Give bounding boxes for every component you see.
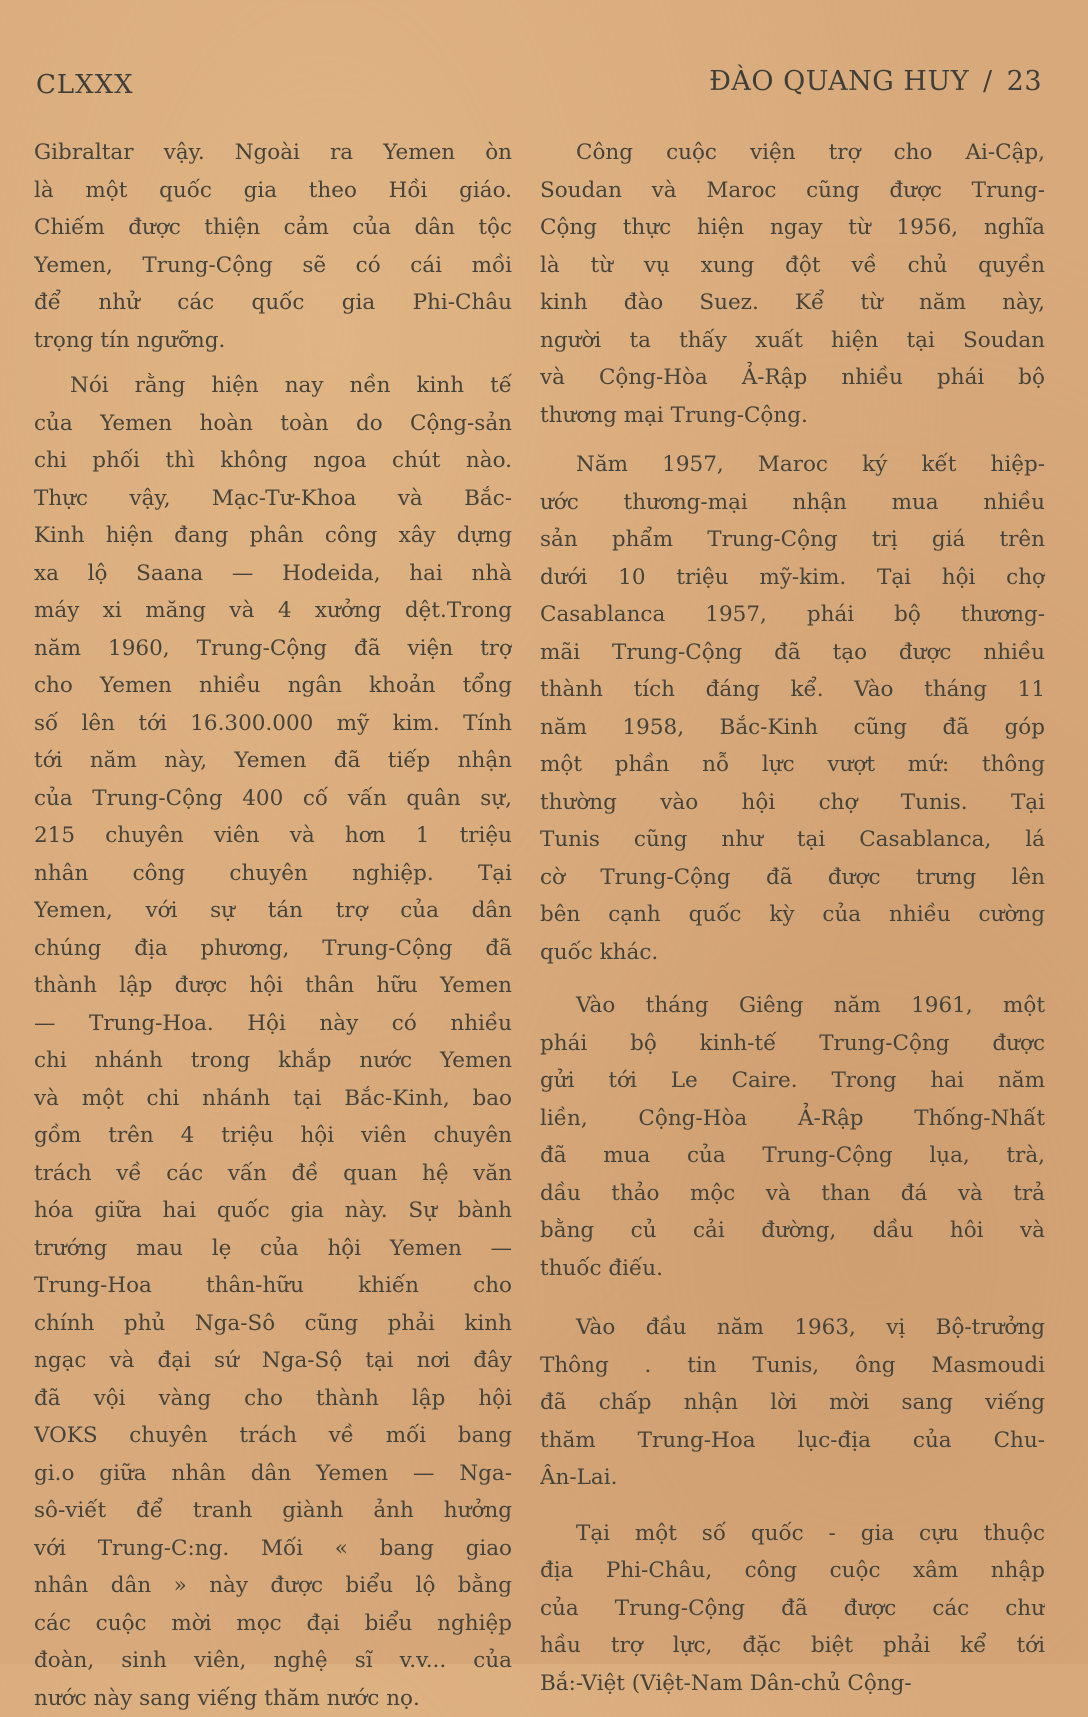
text-line: Yemen, Trung-Cộng sẽ có cái mồi — [34, 247, 512, 285]
text-line: hầu trợ lực, đặc biệt phải kể tới — [540, 1627, 1045, 1665]
right-column — [540, 134, 1045, 1702]
text-line: Chiếm được thiện cảm của dân tộc — [34, 209, 512, 247]
text-line: chúng địa phương, Trung-Cộng đã — [34, 930, 512, 968]
text-line: và một chi nhánh tại Bắc-Kinh, bao — [34, 1080, 512, 1118]
text-line: sản phẩm Trung-Cộng trị giá trên — [540, 521, 1045, 559]
text-line: chi nhánh trong khắp nước Yemen — [34, 1042, 512, 1080]
text-line: chính phủ Nga-Sô cũng phải kinh — [34, 1305, 512, 1343]
text-line: hóa giữa hai quốc gia này. Sự bành — [34, 1192, 512, 1230]
text-line: ngạc và đại sứ Nga-Sộ tại nơi đây — [34, 1342, 512, 1380]
text-line: bằng củ cải đường, dầu hôi và — [540, 1212, 1045, 1250]
text-line: là từ vụ xung đột về chủ quyền — [540, 247, 1045, 285]
paragraph — [540, 987, 1045, 1287]
text-line: nhân công chuyên nghiệp. Tại — [34, 855, 512, 893]
text-line: bên cạnh quốc kỳ của nhiều cường — [540, 896, 1045, 934]
text-line: xa lộ Saana — Hodeida, hai nhà — [34, 555, 512, 593]
text-line: dưới 10 triệu mỹ-kim. Tại hội chợ — [540, 559, 1045, 597]
text-line: nước này sang viếng thăm nước nọ. — [34, 1680, 512, 1717]
page-number: 23 — [1007, 66, 1042, 97]
text-line: nhân dân » này được biểu lộ bằng — [34, 1567, 512, 1605]
text-line: trọng tín ngưỡng. — [34, 322, 512, 360]
left-column — [34, 134, 512, 1717]
text-line: Tại một số quốc - gia cựu thuộc — [540, 1515, 1045, 1553]
text-line: Nói rằng hiện nay nền kinh tế — [34, 367, 512, 405]
text-line: của Trung-Cộng 400 cố vấn quân sự, — [34, 780, 512, 818]
text-line: thường vào hội chợ Tunis. Tại — [540, 784, 1045, 822]
text-line: cho Yemen nhiều ngân khoản tổng — [34, 667, 512, 705]
text-line: thành lập được hội thân hữu Yemen — [34, 967, 512, 1005]
text-line: Ân-Lai. — [540, 1459, 1045, 1497]
text-line: trách về các vấn đề quan hệ văn — [34, 1155, 512, 1193]
text-line: Trung-Hoa thân-hữu khiến cho — [34, 1267, 512, 1305]
header-separator: / — [983, 66, 993, 97]
text-line: Yemen, với sự tán trợ của dân — [34, 892, 512, 930]
text-line: chi phối thì không ngoa chút nào. — [34, 442, 512, 480]
text-line: Thực vậy, Mạc-Tư-Khoa và Bắc- — [34, 480, 512, 518]
text-line: cờ Trung-Cộng đã được trưng lên — [540, 859, 1045, 897]
text-line: Công cuộc viện trợ cho Ai-Cập, — [540, 134, 1045, 172]
text-line: VOKS chuyên trách về mối bang — [34, 1417, 512, 1455]
text-line: đã mua của Trung-Cộng lụa, trà, — [540, 1137, 1045, 1175]
text-line: Vào đầu năm 1963, vị Bộ-trưởng — [540, 1309, 1045, 1347]
text-line: thuốc điếu. — [540, 1250, 1045, 1288]
text-line: Gibraltar vậy. Ngoài ra Yemen òn — [34, 134, 512, 172]
text-line: Kinh hiện đang phân công xây dựng — [34, 517, 512, 555]
text-line: Casablanca 1957, phái bộ thương- — [540, 596, 1045, 634]
text-line: Tunis cũng như tại Casablanca, lá — [540, 821, 1045, 859]
running-header-right — [709, 66, 1042, 97]
text-line: đã vội vàng cho thành lập hội — [34, 1380, 512, 1418]
text-line: trướng mau lẹ của hội Yemen — — [34, 1230, 512, 1268]
text-line: mãi Trung-Cộng đã tạo được nhiều — [540, 634, 1045, 672]
text-line: để nhử các quốc gia Phi-Châu — [34, 284, 512, 322]
paragraph — [34, 134, 512, 359]
paragraph — [34, 367, 512, 1717]
text-line: và Cộng-Hòa Ả-Rập nhiều phái bộ — [540, 359, 1045, 397]
text-line: tới năm này, Yemen đã tiếp nhận — [34, 742, 512, 780]
text-line: Bắ:-Việt (Việt-Nam Dân-chủ Cộng- — [540, 1665, 1045, 1703]
text-line: Năm 1957, Maroc ký kết hiệp- — [540, 446, 1045, 484]
text-line: Soudan và Maroc cũng được Trung- — [540, 172, 1045, 210]
text-line: địa Phi-Châu, công cuộc xâm nhập — [540, 1552, 1045, 1590]
text-line: thành tích đáng kể. Vào tháng 11 — [540, 671, 1045, 709]
paragraph — [540, 1515, 1045, 1703]
paragraph — [540, 1309, 1045, 1497]
text-line: là một quốc gia theo Hồi giáo. — [34, 172, 512, 210]
paragraph — [540, 446, 1045, 971]
text-line: máy xi măng và 4 xưởng dệt.Trong — [34, 592, 512, 630]
text-line: số lên tới 16.300.000 mỹ kim. Tính — [34, 705, 512, 743]
text-line: gửi tới Le Caire. Trong hai năm — [540, 1062, 1045, 1100]
text-line: ước thương-mại nhận mua nhiều — [540, 484, 1045, 522]
text-line: của Trung-Cộng đã được các chư — [540, 1590, 1045, 1628]
text-line: Vào tháng Giêng năm 1961, một — [540, 987, 1045, 1025]
text-line: với Trung-C:ng. Mối « bang giao — [34, 1530, 512, 1568]
text-line: đoàn, sinh viên, nghệ sĩ v.v... của — [34, 1642, 512, 1680]
text-line: liền, Cộng-Hòa Ả-Rập Thống-Nhất — [540, 1100, 1045, 1138]
text-line: thăm Trung-Hoa lục-địa của Chu- — [540, 1422, 1045, 1460]
text-line: Cộng thực hiện ngay từ 1956, nghĩa — [540, 209, 1045, 247]
running-header-left: CLXXX — [36, 70, 134, 100]
text-line: thương mại Trung-Cộng. — [540, 397, 1045, 435]
text-line: kinh đào Suez. Kể từ năm này, — [540, 284, 1045, 322]
paragraph-gap — [540, 434, 1045, 446]
text-line: gồm trên 4 triệu hội viên chuyên — [34, 1117, 512, 1155]
text-line: Thông . tin Tunis, ông Masmoudi — [540, 1347, 1045, 1385]
paragraph — [540, 134, 1045, 434]
paragraph-gap — [540, 1287, 1045, 1309]
text-line: — Trung-Hoa. Hội này có nhiều — [34, 1005, 512, 1043]
paragraph-gap — [34, 359, 512, 367]
text-line: 215 chuyên viên và hơn 1 triệu — [34, 817, 512, 855]
text-line: của Yemen hoàn toàn do Cộng-sản — [34, 405, 512, 443]
text-line: người ta thấy xuất hiện tại Soudan — [540, 322, 1045, 360]
text-line: phái bộ kinh-tế Trung-Cộng được — [540, 1025, 1045, 1063]
text-line: đã chấp nhận lời mời sang viếng — [540, 1384, 1045, 1422]
text-line: dầu thảo mộc và than đá và trả — [540, 1175, 1045, 1213]
text-line: các cuộc mời mọc đại biểu nghiệp — [34, 1605, 512, 1643]
text-line: năm 1958, Bắc-Kinh cũng đã góp — [540, 709, 1045, 747]
text-line: năm 1960, Trung-Cộng đã viện trợ — [34, 630, 512, 668]
text-line: gi.o giữa nhân dân Yemen — Nga- — [34, 1455, 512, 1493]
text-line: một phần nỗ lực vượt mứ: thông — [540, 746, 1045, 784]
paragraph-gap — [540, 1497, 1045, 1515]
header-author: ĐÀO QUANG HUY — [709, 66, 969, 97]
text-line: quốc khác. — [540, 934, 1045, 972]
paragraph-gap — [540, 971, 1045, 987]
text-line: sô-viết để tranh giành ảnh hưởng — [34, 1492, 512, 1530]
